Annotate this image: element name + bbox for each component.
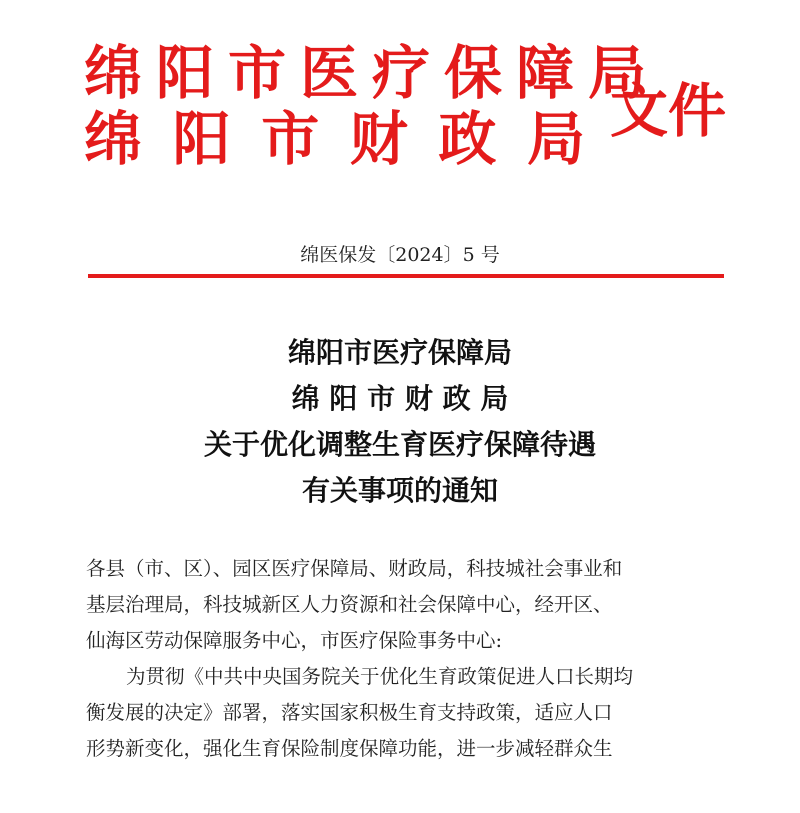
- masthead-line-finance-bureau: [84, 105, 604, 173]
- masthead-char: 政: [438, 105, 511, 173]
- masthead-suffix: 文件: [610, 77, 727, 145]
- masthead-line-medical-security-bureau: 绵阳市医疗保障局: [84, 39, 661, 107]
- paragraph-line: 为贯彻《中共中央国务院关于优化生育政策促进人口长期均: [126, 665, 634, 688]
- masthead-char: 财: [349, 105, 422, 173]
- paragraph-line: 形势新变化，强化生育保险制度保障功能，进一步减轻群众生: [86, 737, 613, 760]
- title-line-1: 绵阳市医疗保障局: [287, 336, 512, 369]
- masthead-char: 局: [526, 105, 599, 173]
- document-body: [86, 551, 718, 767]
- title-line-2: 绵 阳 市 财 政 局: [291, 382, 509, 415]
- document-title: [0, 330, 800, 514]
- addressee-line: 仙海区劳动保障服务中心，市医疗保险事务中心:: [86, 629, 503, 652]
- masthead-char: 阳: [172, 105, 245, 173]
- addressee-line: 各县（市、区）、园区医疗保障局、财政局，科技城社会事业和: [86, 557, 623, 580]
- title-line-3: 关于优化调整生育医疗保障待遇: [203, 428, 596, 461]
- paragraph-line: 衡发展的决定》部署，落实国家积极生育支持政策，适应人口: [86, 701, 613, 724]
- title-line-4: 有关事项的通知: [301, 474, 498, 507]
- red-separator-rule: [88, 274, 724, 278]
- document-number: 绵医保发〔2024〕5 号: [300, 244, 500, 266]
- masthead-char: 绵: [84, 105, 157, 173]
- red-masthead: [84, 39, 727, 177]
- masthead-char: 市: [261, 105, 334, 173]
- addressee-line: 基层治理局，科技城新区人力资源和社会保障中心，经开区、: [86, 593, 613, 616]
